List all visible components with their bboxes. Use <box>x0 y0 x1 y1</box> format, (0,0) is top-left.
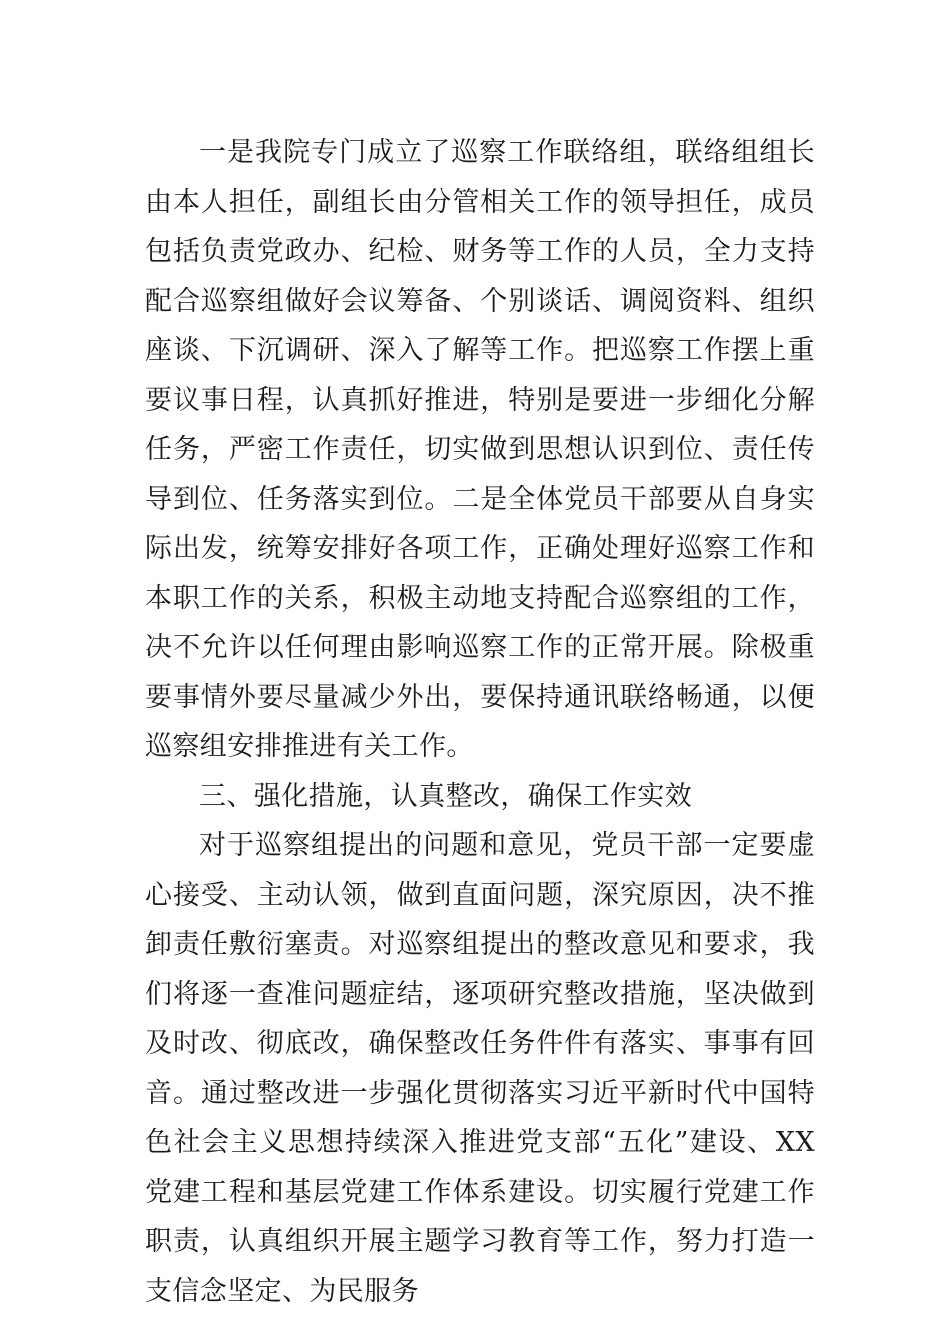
section-heading-three: 三、强化措施，认真整改，确保工作实效 <box>199 780 693 812</box>
paragraph-rectification: 对于巡察组提出的问题和意见，党员干部一定要虚心接受、主动认领，做到直面问题，深究原因，决不推卸责任敷衍塞责。对巡察组提出的整改意见和要求，我们将逐一查准问题症结，逐项研究整改措施，坚决做到及时改、彻底改，确保整改任务件件有落实、事事有回音。通过整改进一步强化贯彻落实习近平新时代中国特色社会主义思想持续深入推进党支部“五化”建设、XX党建工程和基层党建工作体系建设。切实履行党建工作职责，认真组织开展主题学习教育等工作，努力打造一支信念坚定、为民服务 <box>145 830 815 1307</box>
document-body <box>145 128 815 1316</box>
paragraph-inspection-liaison: 一是我院专门成立了巡察工作联络组，联络组组长由本人担任，副组长由分管相关工作的领导担任，成员包括负责党政办、纪检、财务等工作的人员，全力支持配合巡察组做好会议筹备、个别谈话、调阅资料、组织座谈、下沉调研、深入了解等工作。把巡察工作摆上重要议事日程，认真抓好推进，特别是要进一步细化分解任务，严密工作责任，切实做到思想认识到位、责任传导到位、任务落实到位。二是全体党员干部要从自身实际出发，统筹安排好各项工作，正确处理好巡察工作和本职工作的关系，积极主动地支持配合巡察组的工作，决不允许以任何理由影响巡察工作的正常开展。除极重要事情外要尽量减少外出，要保持通讯联络畅通，以便巡察组安排推进有关工作。 <box>145 137 815 762</box>
